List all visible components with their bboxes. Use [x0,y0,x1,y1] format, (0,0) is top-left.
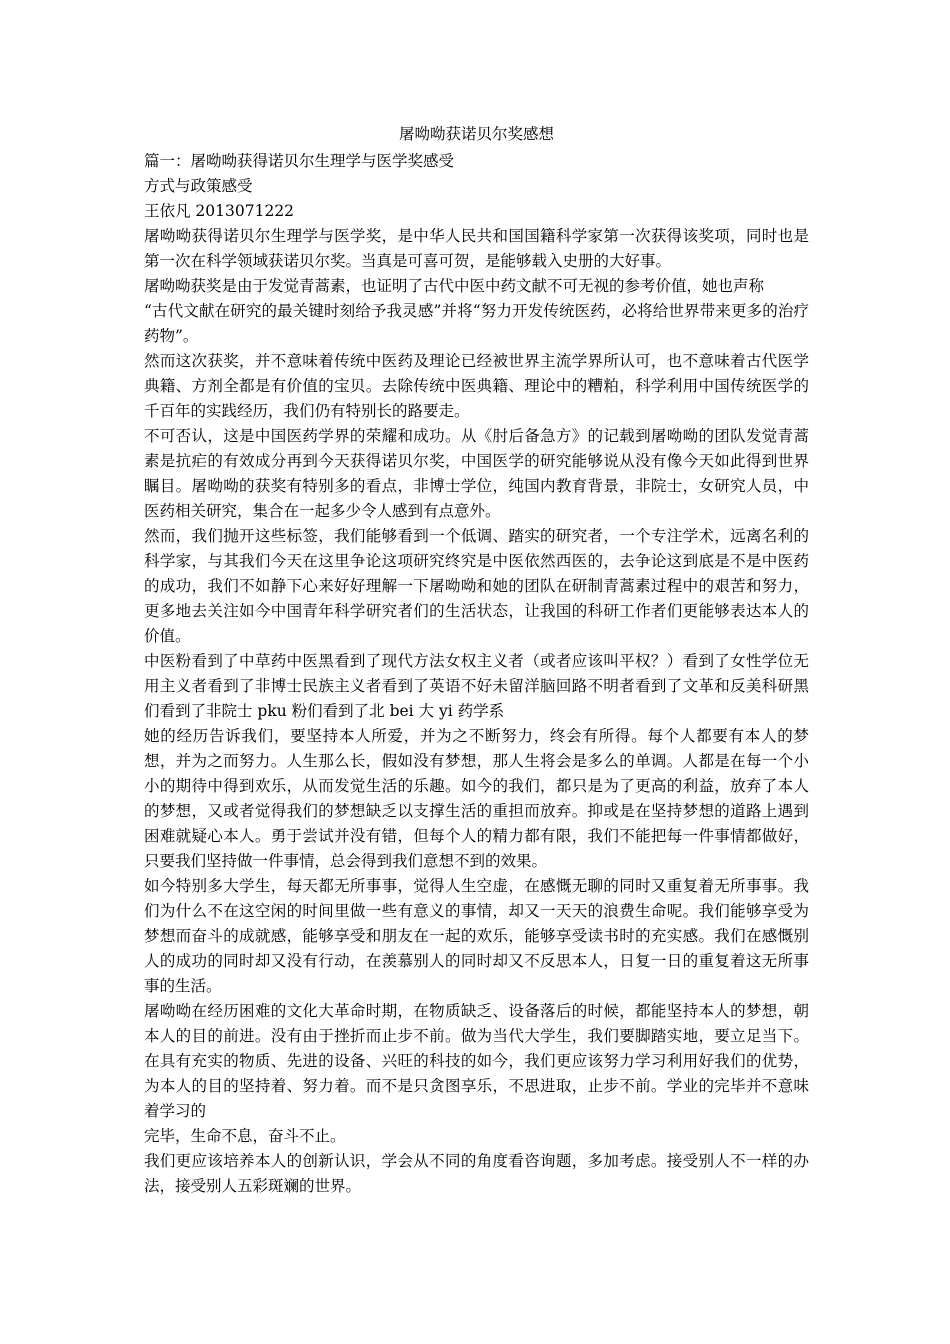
document-page [144,122,809,1199]
paragraph: 不可否认，这是中国医药学界的荣耀和成功。从《肘后备急方》的记载到屠呦呦的团队发觉青蒿素是抗疟的有效成分再到今天获得诺贝尔奖，中国医学的研究能够说从没有像今天如此得到世界瞩目。屠呦呦的获奖有特别多的看点，非博士学位，纯国内教育背景，非院士，女研究人员，中医药相关研究，集合在一起多少令人感到有点意外。 [144,427,809,520]
paragraph: 她的经历告诉我们，要坚持本人所爱，并为之不断努力，终会有所得。每个人都要有本人的梦想，并为之而努力。人生那么长，假如没有梦想，那人生将会是多么的单调。人都是在每一个小小的期待中得到欢乐，从而发觉生活的乐趣。如今的我们，都只是为了更高的利益，放弃了本人的梦想，又或者觉得我们的梦想缺乏以支撑生活的重担而放弃。抑或是在坚持梦想的道路上遇到困难就疑心本人。勇于尝试并没有错，但每个人的精力都有限，我们不能把每一件事情都做好，只要我们坚持做一件事情，总会得到我们意想不到的效果。 [144,727,809,870]
paragraph: 如今特别多大学生，每天都无所事事，觉得人生空虚，在感慨无聊的同时又重复着无所事事。我们为什么不在这空闲的时间里做一些有意义的事情，却又一天天的浪费生命呢。我们能够享受为梦想而奋斗的成就感，能够享受和朋友在一起的欢乐，能够享受读书时的充实感。我们在感慨别人的成功的同时却又没有行动，在羡慕别人的同时却又不反思本人，日复一日的重复着这无所事事的生活。 [144,877,809,995]
author-line: 王依凡 2013071222 [144,202,295,220]
course-name: 方式与政策感受 [144,177,253,195]
document-subtitle: 篇一：屠呦呦获得诺贝尔生理学与医学奖感受 [144,152,455,170]
paragraph: 中医粉看到了中草药中医黑看到了现代方法女权主义者（或者应该叫平权？）看到了女性学位无用主义者看到了非博士民族主义者看到了英语不好未留洋脑回路不明者看到了文革和反美科研黑们看到了非院士 pku 粉们看到了北 bei 大 yi 药学系 [144,652,809,720]
paragraph: 屠呦呦获奖是由于发觉青蒿素，也证明了古代中医中药文献不可无视的参考价值，她也声称 [144,277,765,295]
document-title: 屠呦呦获诺贝尔奖感想 [398,125,554,143]
paragraph: 屠呦呦获得诺贝尔生理学与医学奖，是中华人民共和国国籍科学家第一次获得该奖项，同时也是第一次在科学领域获诺贝尔奖。当真是可喜可贺，是能够载入史册的大好事。 [144,227,809,270]
paragraph: 然而这次获奖，并不意味着传统中医药及理论已经被世界主流学界所认可，也不意味着古代医学典籍、方剂全都是有价值的宝贝。去除传统中医典籍、理论中的糟粕，科学利用中国传统医学的千百年的实践经历，我们仍有特别长的路要走。 [144,352,809,420]
paragraph: 然而，我们抛开这些标签，我们能够看到一个低调、踏实的研究者，一个专注学术，远离名利的科学家，与其我们今天在这里争论这项研究终究是中医依然西医的，去争论这到底是不是中医药的成功，我们不如静下心来好好理解一下屠呦呦和她的团队在研制青蒿素过程中的艰苦和努力，更多地去关注如今中国青年科学研究者们的生活状态，让我国的科研工作者们更能够表达本人的价值。 [144,527,809,645]
paragraph: 我们更应该培养本人的创新认识，学会从不同的角度看咨询题，多加考虑。接受别人不一样的办法，接受别人五彩斑斓的世界。 [144,1152,809,1195]
paragraph: 完毕，生命不息，奋斗不止。 [144,1127,346,1145]
paragraph: 屠呦呦在经历困难的文化大革命时期，在物质缺乏、设备落后的时候，都能坚持本人的梦想，朝本人的目的前进。没有由于挫折而止步不前。做为当代大学生，我们要脚踏实地，要立足当下。在具有充实的物质、先进的设备、兴旺的科技的如今，我们更应该努力学习利用好我们的优势，为本人的目的坚持着、努力着。而不是只贪图享乐，不思进取，止步不前。学业的完毕并不意味着学习的 [144,1002,809,1120]
paragraph: “古代文献在研究的最关键时刻给予我灵感”并将“努力开发传统医药，必将给世界带来更多的治疗药物”。 [144,302,809,345]
